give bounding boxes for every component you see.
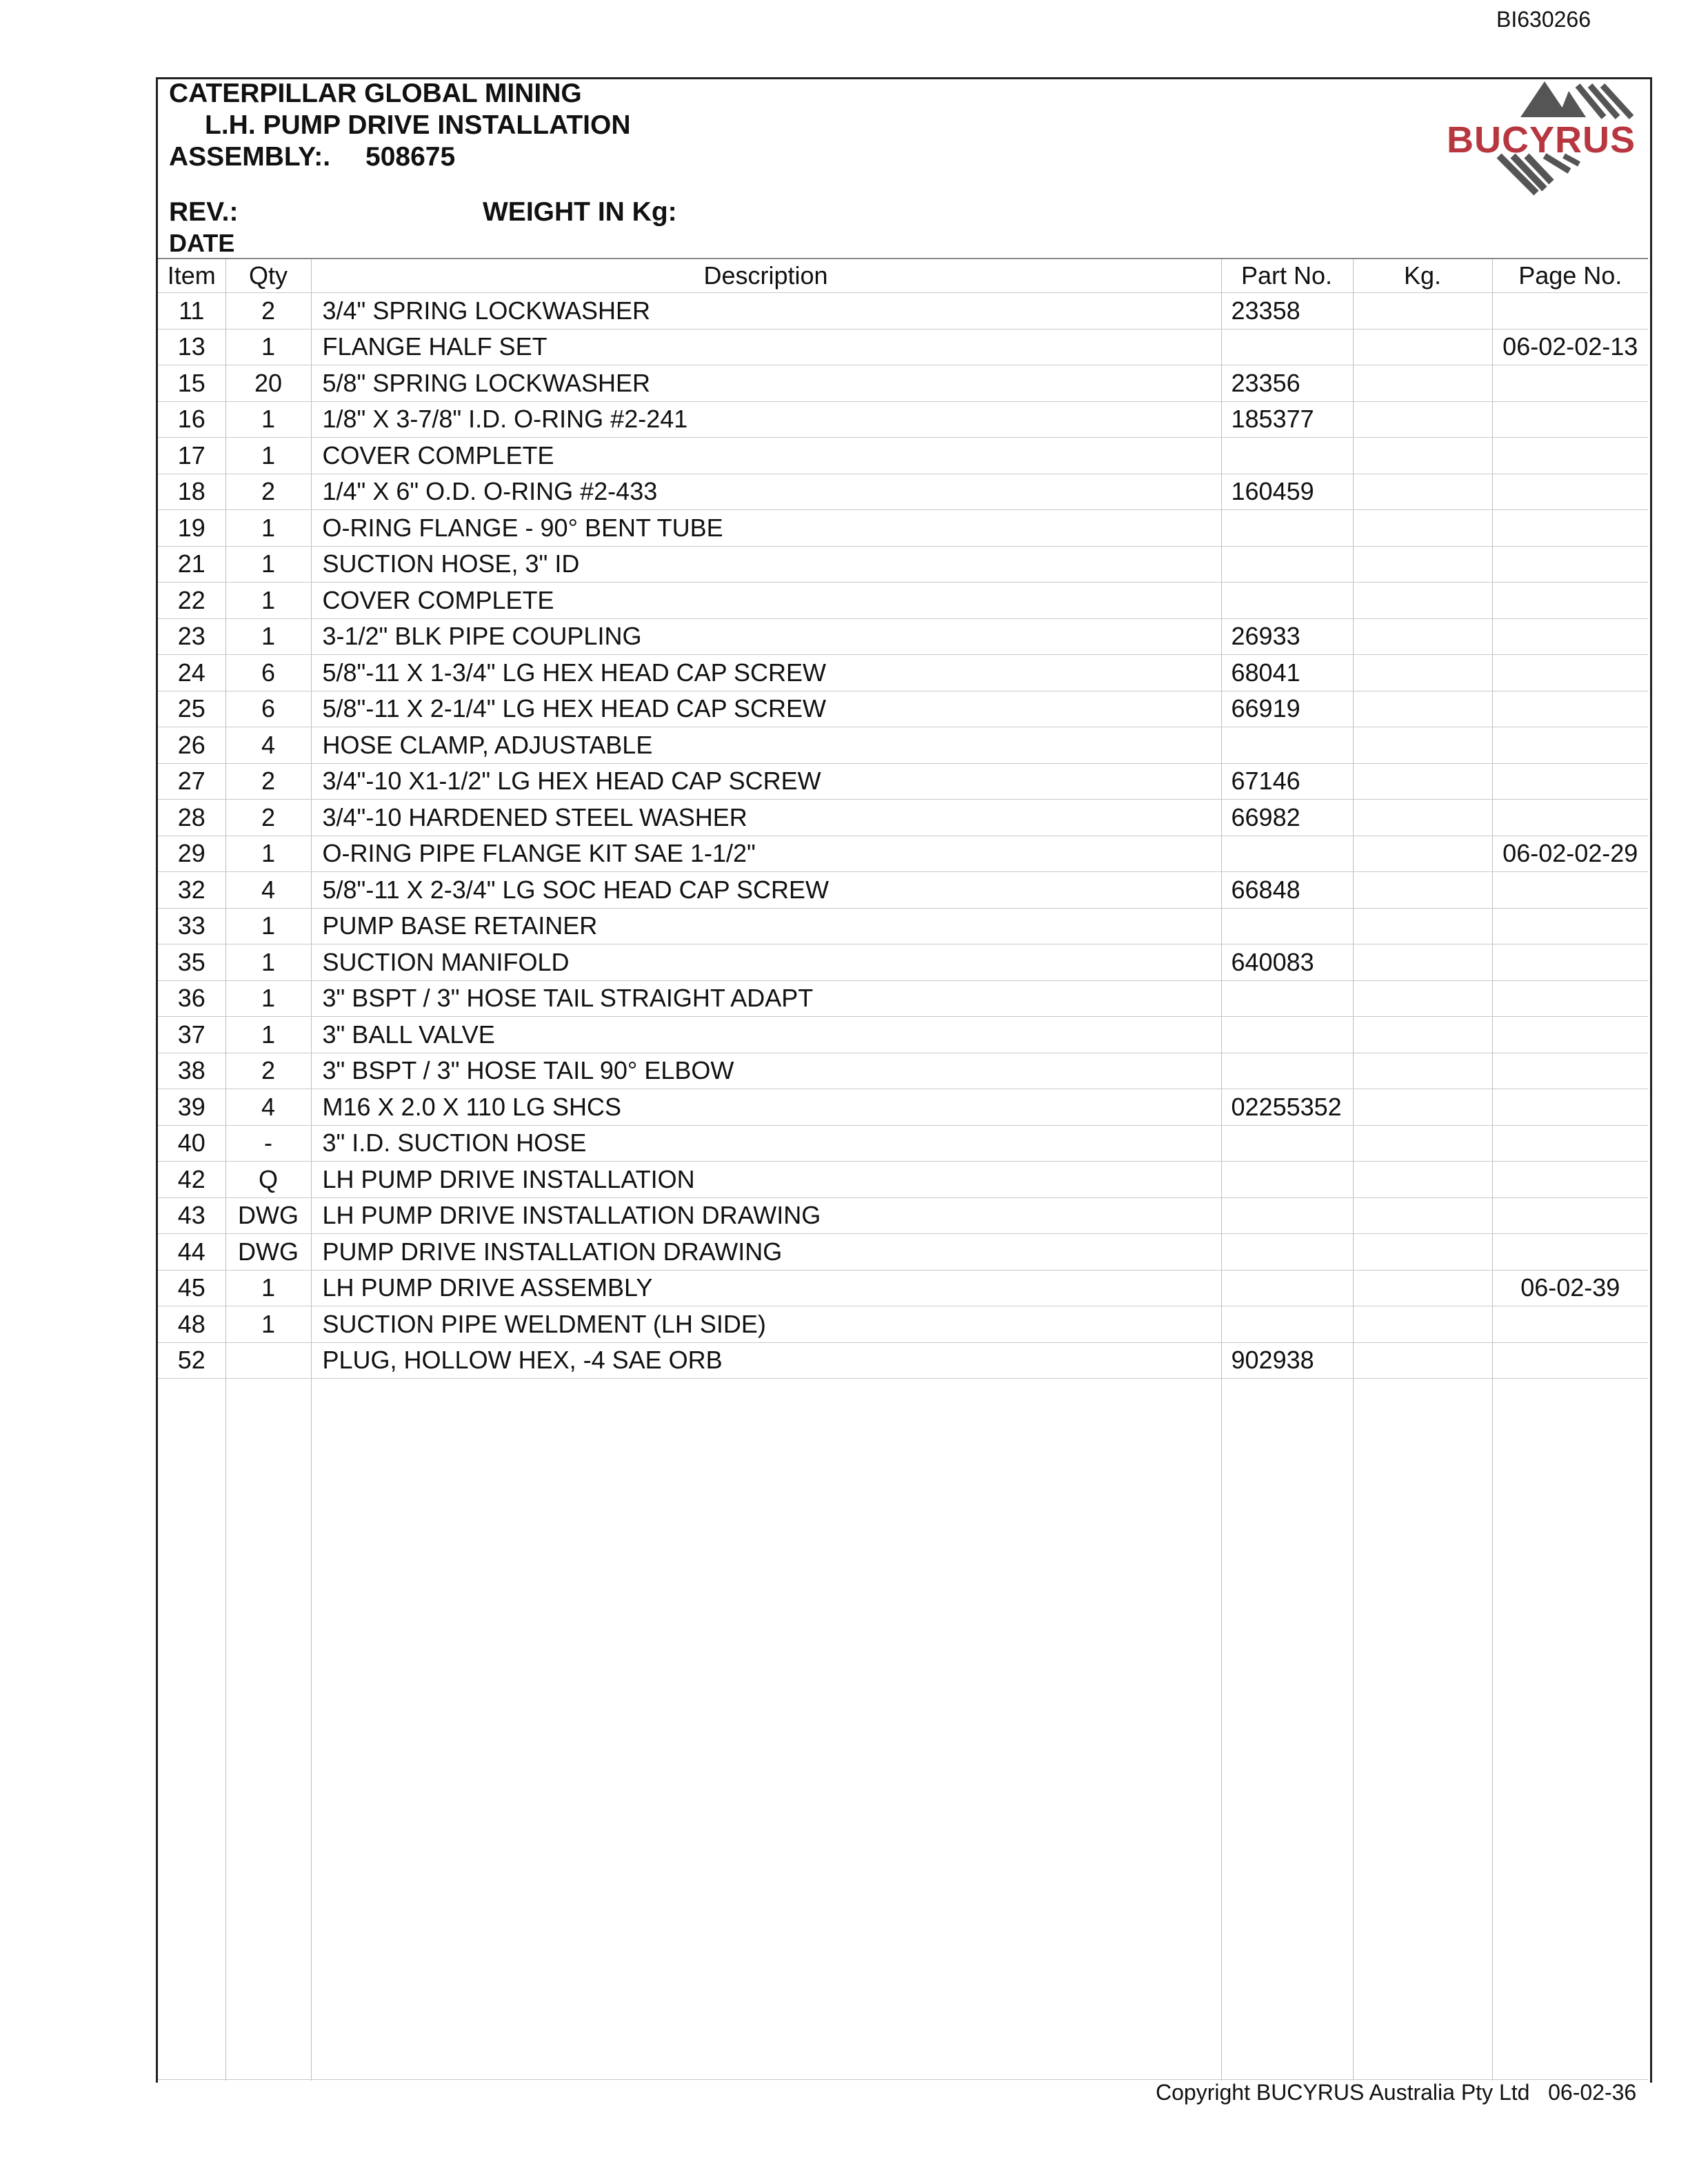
cell-description: PUMP BASE RETAINER — [311, 908, 1221, 944]
cell-part-no — [1221, 438, 1353, 474]
footer-page-ref: 06-02-36 — [1548, 2080, 1637, 2105]
cell-part-no: 02255352 — [1221, 1089, 1353, 1126]
cell-qty: - — [225, 1125, 311, 1162]
cell-kg — [1353, 1162, 1492, 1198]
cell-item: 35 — [158, 944, 225, 981]
cell-description: 3" BSPT / 3" HOSE TAIL 90° ELBOW — [311, 1053, 1221, 1089]
cell-item: 18 — [158, 474, 225, 510]
cell-part-no — [1221, 1125, 1353, 1162]
table-header-row — [158, 259, 1648, 293]
cell-page-no — [1492, 1342, 1648, 1379]
cell-description: 3-1/2" BLK PIPE COUPLING — [311, 618, 1221, 655]
cell-kg — [1353, 944, 1492, 981]
cell-item: 29 — [158, 836, 225, 872]
table-row — [158, 1306, 1648, 1343]
cell-item: 19 — [158, 510, 225, 547]
table-row — [158, 1017, 1648, 1053]
cell-item: 11 — [158, 293, 225, 330]
cell-page-no — [1492, 872, 1648, 909]
cell-page-no — [1492, 583, 1648, 619]
cell-qty: 1 — [225, 401, 311, 438]
table-row — [158, 1197, 1648, 1234]
cell-kg — [1353, 1017, 1492, 1053]
cell-qty — [225, 1342, 311, 1379]
rev-label: REV.: — [169, 197, 239, 227]
cell-part-no: 66982 — [1221, 800, 1353, 836]
cell-kg — [1353, 1125, 1492, 1162]
cell-description: M16 X 2.0 X 110 LG SHCS — [311, 1089, 1221, 1126]
table-row — [158, 329, 1648, 365]
cell-qty: 1 — [225, 329, 311, 365]
cell-part-no — [1221, 1162, 1353, 1198]
cell-description: 5/8"-11 X 1-3/4" LG HEX HEAD CAP SCREW — [311, 655, 1221, 691]
cell-description: COVER COMPLETE — [311, 438, 1221, 474]
cell-item: 26 — [158, 727, 225, 764]
cell-qty: 1 — [225, 583, 311, 619]
cell-qty: 1 — [225, 546, 311, 583]
cell-kg — [1353, 872, 1492, 909]
cell-part-no: 902938 — [1221, 1342, 1353, 1379]
cell-item: 23 — [158, 618, 225, 655]
cell-description: SUCTION PIPE WELDMENT (LH SIDE) — [311, 1306, 1221, 1343]
cell-kg — [1353, 1053, 1492, 1089]
table-row — [158, 908, 1648, 944]
cell-qty: DWG — [225, 1197, 311, 1234]
cell-qty: 2 — [225, 1053, 311, 1089]
table-row — [158, 510, 1648, 547]
cell-qty: 1 — [225, 1017, 311, 1053]
footer — [1156, 2080, 1636, 2105]
table-row — [158, 618, 1648, 655]
cell-kg — [1353, 655, 1492, 691]
cell-qty: 1 — [225, 1270, 311, 1306]
cell-qty: Q — [225, 1162, 311, 1198]
cell-page-no — [1492, 438, 1648, 474]
cell-item: 33 — [158, 908, 225, 944]
cell-description: PUMP DRIVE INSTALLATION DRAWING — [311, 1234, 1221, 1271]
table-row — [158, 546, 1648, 583]
cell-item: 22 — [158, 583, 225, 619]
cell-item: 13 — [158, 329, 225, 365]
table-row — [158, 474, 1648, 510]
cell-page-no — [1492, 1125, 1648, 1162]
cell-page-no — [1492, 1017, 1648, 1053]
cell-description: FLANGE HALF SET — [311, 329, 1221, 365]
cell-part-no: 640083 — [1221, 944, 1353, 981]
table-row — [158, 401, 1648, 438]
cell-qty: 1 — [225, 510, 311, 547]
table-row — [158, 836, 1648, 872]
weight-label: WEIGHT IN Kg: — [483, 197, 677, 227]
cell-kg — [1353, 908, 1492, 944]
cell-description: LH PUMP DRIVE INSTALLATION — [311, 1162, 1221, 1198]
cell-page-no — [1492, 1306, 1648, 1343]
cell-kg — [1353, 800, 1492, 836]
cell-description: HOSE CLAMP, ADJUSTABLE — [311, 727, 1221, 764]
cell-page-no — [1492, 980, 1648, 1017]
cell-item: 15 — [158, 365, 225, 402]
table-row — [158, 1053, 1648, 1089]
cell-kg — [1353, 401, 1492, 438]
cell-qty: 2 — [225, 800, 311, 836]
cell-part-no: 23356 — [1221, 365, 1353, 402]
document-id: BI630266 — [1496, 7, 1591, 32]
cell-page-no — [1492, 546, 1648, 583]
cell-part-no: 160459 — [1221, 474, 1353, 510]
cell-qty: 1 — [225, 618, 311, 655]
cell-kg — [1353, 691, 1492, 727]
cell-qty: 6 — [225, 655, 311, 691]
column-header-qty: Qty — [225, 259, 311, 293]
cell-page-no — [1492, 474, 1648, 510]
cell-item: 32 — [158, 872, 225, 909]
cell-page-no: 06-02-02-29 — [1492, 836, 1648, 872]
table-row — [158, 1270, 1648, 1306]
cell-item: 42 — [158, 1162, 225, 1198]
cell-description: O-RING PIPE FLANGE KIT SAE 1-1/2" — [311, 836, 1221, 872]
cell-page-no — [1492, 618, 1648, 655]
cell-page-no — [1492, 800, 1648, 836]
cell-description: O-RING FLANGE - 90° BENT TUBE — [311, 510, 1221, 547]
cell-item: 17 — [158, 438, 225, 474]
cell-description: 1/4" X 6" O.D. O-RING #2-433 — [311, 474, 1221, 510]
document-title: L.H. PUMP DRIVE INSTALLATION — [205, 110, 631, 140]
table-row — [158, 691, 1648, 727]
cell-page-no — [1492, 510, 1648, 547]
table-row — [158, 944, 1648, 981]
cell-description: LH PUMP DRIVE ASSEMBLY — [311, 1270, 1221, 1306]
cell-part-no — [1221, 1197, 1353, 1234]
cell-part-no — [1221, 1270, 1353, 1306]
cell-item: 21 — [158, 546, 225, 583]
cell-item: 28 — [158, 800, 225, 836]
cell-item: 38 — [158, 1053, 225, 1089]
cell-page-no — [1492, 1089, 1648, 1126]
cell-kg — [1353, 1306, 1492, 1343]
cell-description: 1/8" X 3-7/8" I.D. O-RING #2-241 — [311, 401, 1221, 438]
cell-kg — [1353, 763, 1492, 800]
cell-kg — [1353, 365, 1492, 402]
cell-qty: 2 — [225, 474, 311, 510]
cell-kg — [1353, 836, 1492, 872]
table-row — [158, 655, 1648, 691]
cell-qty: DWG — [225, 1234, 311, 1271]
cell-part-no — [1221, 727, 1353, 764]
table-row — [158, 872, 1648, 909]
cell-qty: 2 — [225, 763, 311, 800]
cell-description: LH PUMP DRIVE INSTALLATION DRAWING — [311, 1197, 1221, 1234]
cell-part-no — [1221, 836, 1353, 872]
table-row — [158, 800, 1648, 836]
cell-item: 52 — [158, 1342, 225, 1379]
cell-qty: 1 — [225, 980, 311, 1017]
table-row — [158, 727, 1648, 764]
cell-qty: 1 — [225, 944, 311, 981]
table-row — [158, 1162, 1648, 1198]
cell-page-no: 06-02-39 — [1492, 1270, 1648, 1306]
cell-part-no — [1221, 980, 1353, 1017]
cell-description: 5/8"-11 X 2-3/4" LG SOC HEAD CAP SCREW — [311, 872, 1221, 909]
cell-item: 37 — [158, 1017, 225, 1053]
cell-description: SUCTION HOSE, 3" ID — [311, 546, 1221, 583]
cell-kg — [1353, 510, 1492, 547]
cell-qty: 1 — [225, 908, 311, 944]
cell-part-no: 66848 — [1221, 872, 1353, 909]
column-header-item: Item — [158, 259, 225, 293]
column-header-description: Description — [311, 259, 1221, 293]
cell-description: 3/4" SPRING LOCKWASHER — [311, 293, 1221, 330]
assembly-number: 508675 — [365, 142, 456, 172]
cell-page-no — [1492, 1197, 1648, 1234]
table-row — [158, 1234, 1648, 1271]
cell-qty: 6 — [225, 691, 311, 727]
cell-kg — [1353, 1342, 1492, 1379]
cell-kg — [1353, 727, 1492, 764]
date-label: DATE — [169, 229, 235, 257]
cell-kg — [1353, 583, 1492, 619]
cell-kg — [1353, 1089, 1492, 1126]
cell-part-no — [1221, 583, 1353, 619]
cell-description: 3" BSPT / 3" HOSE TAIL STRAIGHT ADAPT — [311, 980, 1221, 1017]
cell-description: 3" I.D. SUCTION HOSE — [311, 1125, 1221, 1162]
cell-page-no — [1492, 944, 1648, 981]
cell-qty: 4 — [225, 872, 311, 909]
cell-kg — [1353, 438, 1492, 474]
cell-kg — [1353, 1234, 1492, 1271]
cell-part-no — [1221, 1234, 1353, 1271]
cell-description: 5/8"-11 X 2-1/4" LG HEX HEAD CAP SCREW — [311, 691, 1221, 727]
table-row — [158, 763, 1648, 800]
parts-table — [158, 258, 1648, 1379]
table-row — [158, 1089, 1648, 1126]
column-header-kg: Kg. — [1353, 259, 1492, 293]
cell-item: 25 — [158, 691, 225, 727]
cell-kg — [1353, 618, 1492, 655]
cell-part-no — [1221, 510, 1353, 547]
cell-page-no — [1492, 365, 1648, 402]
cell-part-no: 68041 — [1221, 655, 1353, 691]
cell-part-no — [1221, 1306, 1353, 1343]
cell-kg — [1353, 329, 1492, 365]
cell-kg — [1353, 1197, 1492, 1234]
cell-page-no — [1492, 763, 1648, 800]
cell-item: 45 — [158, 1270, 225, 1306]
column-header-part-no: Part No. — [1221, 259, 1353, 293]
cell-item: 48 — [158, 1306, 225, 1343]
table-row — [158, 583, 1648, 619]
cell-part-no — [1221, 1017, 1353, 1053]
cell-qty: 2 — [225, 293, 311, 330]
cell-part-no: 26933 — [1221, 618, 1353, 655]
cell-description: 3/4"-10 HARDENED STEEL WASHER — [311, 800, 1221, 836]
cell-qty: 1 — [225, 438, 311, 474]
cell-qty: 4 — [225, 727, 311, 764]
cell-qty: 1 — [225, 836, 311, 872]
cell-page-no: 06-02-02-13 — [1492, 329, 1648, 365]
cell-page-no — [1492, 401, 1648, 438]
assembly-label: ASSEMBLY:. — [169, 142, 331, 172]
cell-qty: 20 — [225, 365, 311, 402]
cell-part-no — [1221, 329, 1353, 365]
copyright-text: Copyright BUCYRUS Australia Pty Ltd — [1156, 2080, 1530, 2105]
cell-part-no: 185377 — [1221, 401, 1353, 438]
bucyrus-logo-text: BUCYRUS — [1447, 119, 1636, 161]
company-name: CATERPILLAR GLOBAL MINING — [169, 79, 582, 108]
cell-qty: 4 — [225, 1089, 311, 1126]
cell-page-no — [1492, 655, 1648, 691]
cell-qty: 1 — [225, 1306, 311, 1343]
cell-page-no — [1492, 293, 1648, 330]
cell-description: SUCTION MANIFOLD — [311, 944, 1221, 981]
cell-description: 3/4"-10 X1-1/2" LG HEX HEAD CAP SCREW — [311, 763, 1221, 800]
table-row — [158, 365, 1648, 402]
cell-part-no — [1221, 908, 1353, 944]
cell-description: 3" BALL VALVE — [311, 1017, 1221, 1053]
cell-page-no — [1492, 1234, 1648, 1271]
table-row — [158, 438, 1648, 474]
cell-page-no — [1492, 1053, 1648, 1089]
cell-item: 24 — [158, 655, 225, 691]
column-header-page-no: Page No. — [1492, 259, 1648, 293]
cell-part-no: 67146 — [1221, 763, 1353, 800]
cell-item: 44 — [158, 1234, 225, 1271]
cell-kg — [1353, 293, 1492, 330]
cell-part-no — [1221, 1053, 1353, 1089]
cell-description: PLUG, HOLLOW HEX, -4 SAE ORB — [311, 1342, 1221, 1379]
cell-kg — [1353, 1270, 1492, 1306]
cell-page-no — [1492, 1162, 1648, 1198]
table-row — [158, 1125, 1648, 1162]
bucyrus-logo — [1441, 79, 1648, 203]
table-row — [158, 980, 1648, 1017]
cell-part-no — [1221, 546, 1353, 583]
table-row — [158, 1342, 1648, 1379]
cell-item: 39 — [158, 1089, 225, 1126]
cell-description: COVER COMPLETE — [311, 583, 1221, 619]
cell-item: 16 — [158, 401, 225, 438]
parts-table-body — [158, 293, 1648, 1379]
cell-description: 5/8" SPRING LOCKWASHER — [311, 365, 1221, 402]
cell-item: 36 — [158, 980, 225, 1017]
cell-kg — [1353, 546, 1492, 583]
cell-item: 40 — [158, 1125, 225, 1162]
cell-part-no: 23358 — [1221, 293, 1353, 330]
table-row — [158, 293, 1648, 330]
cell-part-no: 66919 — [1221, 691, 1353, 727]
cell-item: 27 — [158, 763, 225, 800]
cell-page-no — [1492, 908, 1648, 944]
cell-item: 43 — [158, 1197, 225, 1234]
cell-kg — [1353, 980, 1492, 1017]
cell-page-no — [1492, 727, 1648, 764]
cell-kg — [1353, 474, 1492, 510]
cell-page-no — [1492, 691, 1648, 727]
